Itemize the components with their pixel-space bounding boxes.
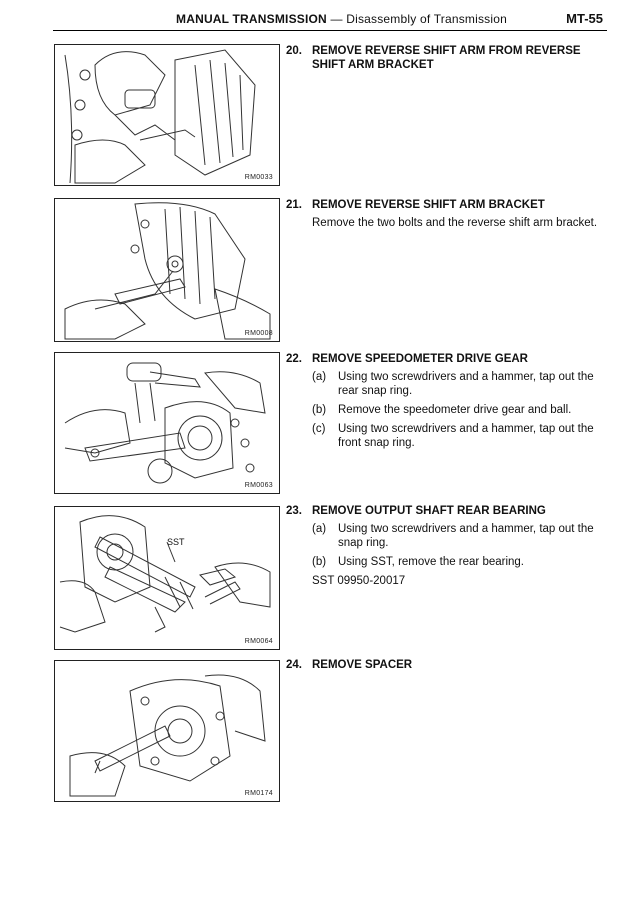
page-header xyxy=(53,10,607,30)
step-heading xyxy=(286,504,616,518)
figure-code: RM0063 xyxy=(244,482,273,489)
sub-step xyxy=(312,403,616,417)
step-22 xyxy=(286,352,616,455)
figure-rear-bearing xyxy=(54,506,280,650)
step-number: 23. xyxy=(286,505,302,517)
sub-step-label: (c) xyxy=(312,423,326,435)
figure-code: RM0008 xyxy=(244,330,273,337)
step-title: REMOVE SPACER xyxy=(312,659,413,671)
sub-step-text: Remove the speedometer drive gear and ball. xyxy=(338,404,572,416)
step-title: REMOVE OUTPUT SHAFT REAR BEARING xyxy=(312,505,546,517)
step-heading xyxy=(286,44,616,72)
illustration-speedometer-gear xyxy=(55,353,279,493)
sub-step xyxy=(312,422,616,450)
header-subtitle: Disassembly of Transmission xyxy=(346,12,507,26)
sub-step-label: (b) xyxy=(312,556,327,568)
header-separator: — xyxy=(326,12,347,26)
sub-step-text: Using two screwdrivers and a hammer, tap out the snap ring. xyxy=(338,523,594,549)
step-heading xyxy=(286,198,616,212)
step-body xyxy=(312,522,616,588)
sst-callout: SST xyxy=(167,537,185,547)
illustration-bracket xyxy=(55,199,279,341)
step-number: 21. xyxy=(286,199,302,211)
step-number: 22. xyxy=(286,353,302,365)
sst-number: SST 09950-20017 xyxy=(312,575,406,587)
illustration-shift-arm xyxy=(55,45,279,185)
illustration-rear-bearing xyxy=(55,507,279,649)
header-rule xyxy=(53,30,607,31)
sub-step-text: Using two screwdrivers and a hammer, tap out the front snap ring. xyxy=(338,423,594,449)
step-23 xyxy=(286,504,616,588)
step-heading xyxy=(286,352,616,366)
step-number: 20. xyxy=(286,45,302,57)
step-21 xyxy=(286,198,616,230)
sub-step-label: (a) xyxy=(312,371,327,383)
step-body: Remove the two bolts and the reverse shift arm bracket. xyxy=(312,217,598,229)
step-heading xyxy=(286,658,616,672)
figure-shift-arm-bracket xyxy=(54,198,280,342)
sub-step-text: Using SST, remove the rear bearing. xyxy=(338,556,525,568)
figure-code: RM0064 xyxy=(244,638,273,645)
step-body xyxy=(312,370,616,450)
sub-step xyxy=(312,522,616,550)
header-section: MANUAL TRANSMISSION xyxy=(176,12,327,26)
step-title: REMOVE REVERSE SHIFT ARM BRACKET xyxy=(312,199,545,211)
figure-code: RM0174 xyxy=(244,790,273,797)
sub-step-text: Using two screwdrivers and a hammer, tap out the rear snap ring. xyxy=(338,371,594,397)
page-number: MT-55 xyxy=(566,11,603,26)
sub-step-label: (b) xyxy=(312,404,327,416)
figure-code: RM0033 xyxy=(244,174,273,181)
sub-step xyxy=(312,370,616,398)
step-title: REMOVE REVERSE SHIFT ARM FROM REVERSE SHIFT ARM BRACKET xyxy=(312,45,581,71)
sub-step-label: (a) xyxy=(312,523,327,535)
figure-reverse-shift-arm xyxy=(54,44,280,186)
step-24 xyxy=(286,658,616,672)
illustration-spacer xyxy=(55,661,279,801)
header-title xyxy=(176,12,507,26)
figure-speedometer-gear xyxy=(54,352,280,494)
step-number: 24. xyxy=(286,659,302,671)
step-title: REMOVE SPEEDOMETER DRIVE GEAR xyxy=(312,353,528,365)
figure-spacer xyxy=(54,660,280,802)
sub-step xyxy=(312,555,616,569)
step-20 xyxy=(286,44,616,72)
